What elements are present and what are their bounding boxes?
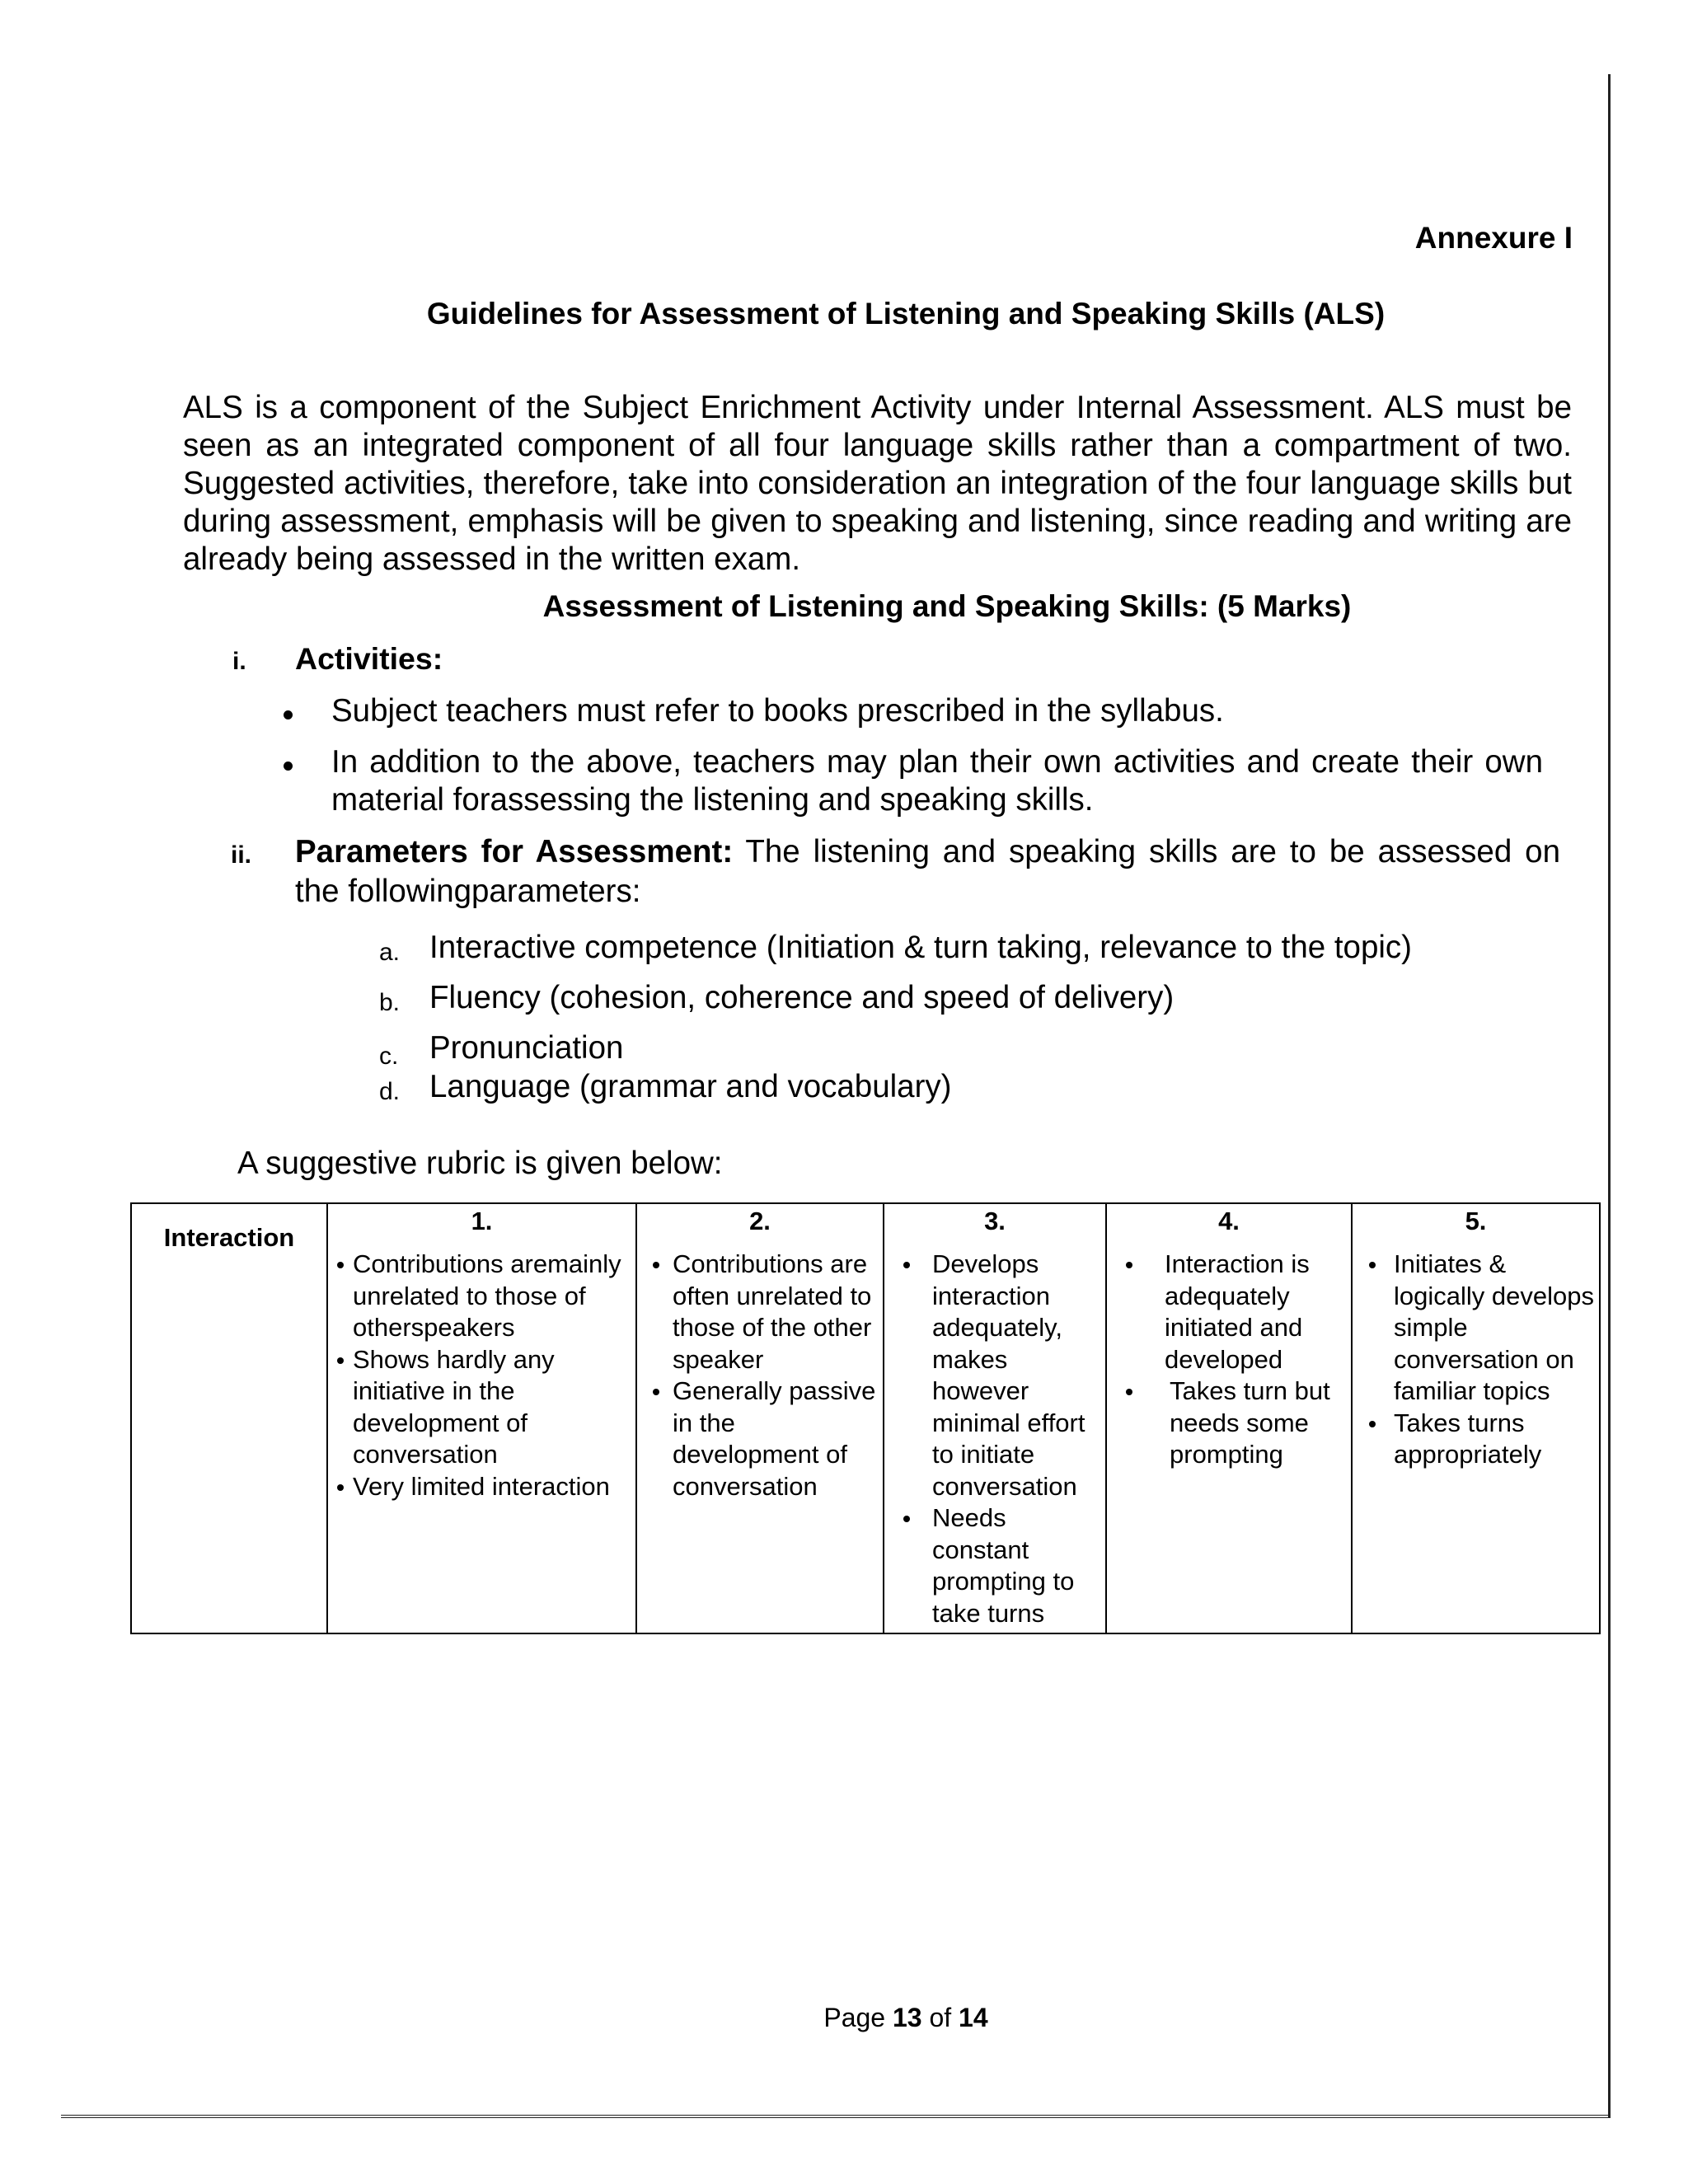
parameter-item: Pronunciation — [429, 1030, 624, 1066]
item-letter: b. — [379, 989, 401, 1016]
rubric-cell — [1106, 1203, 1352, 1633]
page-footer — [0, 2003, 1688, 2033]
parameters-heading: Parameters for Assessment: — [295, 834, 734, 869]
item-letter: d. — [379, 1078, 401, 1105]
activity-bullet-1: Subject teachers must refer to books prescribed in the syllabus. — [331, 693, 1224, 729]
list-item: Needs constant prompting to take turns — [884, 1502, 1105, 1629]
table-row — [131, 1203, 1600, 1633]
list-item: Generally passive in the development of conversation — [637, 1376, 883, 1502]
rubric-cell — [1352, 1203, 1600, 1633]
intro-paragraph: ALS is a component of the Subject Enrichment Activity under Internal Assessment. ALS must be seen as an integrated component of all four language skills rather than a compartment of two. Suggested activities, therefore, take into consideration an integration of the four language skills but during assessment, emphasis will be given to speaking and listening, since reading and writing are already being assessed in the written exam. — [183, 390, 1572, 577]
parameter-item: Interactive competence (Initiation & turn taking, relevance to the topic) — [429, 930, 1412, 965]
list-item: Contributions aremainly unrelated to those of otherspeakers — [328, 1249, 635, 1344]
column-number: 4. — [1218, 1207, 1240, 1235]
footer-total-pages: 14 — [959, 2003, 988, 2032]
bullet-icon — [284, 710, 293, 719]
column-number: 5. — [1465, 1207, 1487, 1235]
footer-prefix: Page — [823, 2003, 886, 2032]
list-item: Takes turns appropriately — [1353, 1408, 1599, 1471]
list-item: Shows hardly any initiative in the development of conversation — [328, 1344, 635, 1471]
column-number: 3. — [984, 1207, 1006, 1235]
item-letter: a. — [379, 939, 401, 966]
annexure-label: Annexure I — [1414, 221, 1573, 255]
bullet-icon — [284, 762, 293, 771]
rubric-cell — [884, 1203, 1106, 1633]
section-subtitle: Assessment of Listening and Speaking Skills: (5 Marks) — [542, 589, 1352, 623]
parameters-paragraph — [295, 832, 1560, 912]
row-header: Interaction — [131, 1203, 327, 1633]
page-border-bottom — [61, 2115, 1611, 2118]
rubric-intro: A suggestive rubric is given below: — [237, 1146, 723, 1181]
footer-separator: of — [929, 2003, 952, 2032]
list-item: Very limited interaction — [328, 1471, 635, 1503]
section-marker: ii. — [231, 841, 252, 869]
rubric-cell — [327, 1203, 636, 1633]
footer-current-page: 13 — [892, 2003, 922, 2032]
column-number: 1. — [471, 1207, 493, 1235]
section-marker: i. — [232, 648, 246, 675]
list-item: Contributions are often unrelated to those of the other speaker — [637, 1249, 883, 1376]
parameter-item: Language (grammar and vocabulary) — [429, 1069, 952, 1104]
list-item: Develops interaction adequately, makes however minimal effort to initiate conversation — [884, 1249, 1105, 1502]
list-item: Interaction is adequately initiated and developed — [1107, 1249, 1351, 1376]
parameter-item: Fluency (cohesion, coherence and speed of delivery) — [429, 980, 1175, 1015]
list-item: Initiates & logically develops simple conversation on familiar topics — [1353, 1249, 1599, 1408]
page-border-right — [1608, 74, 1611, 2118]
activity-bullet-2: In addition to the above, teachers may plan their own activities and create their own material forassessing the listening and speaking skills. — [331, 744, 1543, 818]
list-item: Takes turn but needs some prompting — [1107, 1376, 1351, 1471]
page-title: Guidelines for Assessment of Listening and Speaking Skills (ALS) — [426, 297, 1386, 330]
rubric-cell — [636, 1203, 884, 1633]
item-letter: c. — [379, 1043, 399, 1070]
column-number: 2. — [749, 1207, 771, 1235]
parameters-text: The listening and speaking skills are to be assessed on the followingparameters: — [295, 834, 1560, 909]
activities-heading: Activities: — [295, 641, 443, 676]
rubric-table — [130, 1202, 1601, 1634]
